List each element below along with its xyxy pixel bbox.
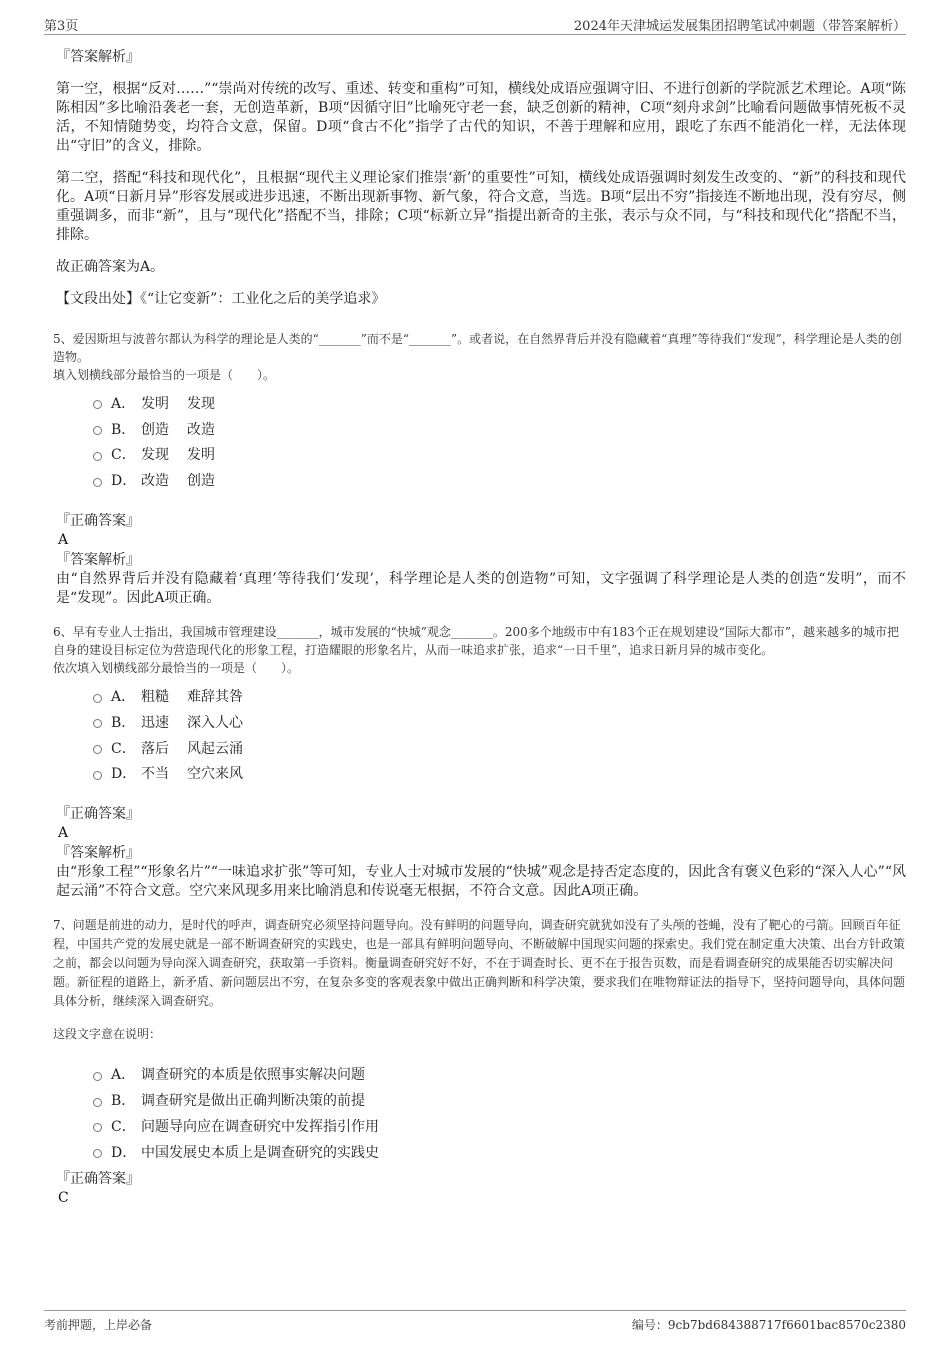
question-6-prompt: 依次填入划横线部分最恰当的一项是（ ）。 [53, 661, 300, 676]
analysis-label-q4: 『答案解析』 [56, 49, 140, 65]
option-d[interactable]: D． 中国发展史本质上是调查研究的实践史 [93, 1139, 906, 1165]
correct-answer-label-q7: 『正确答案』 [56, 1170, 140, 1187]
question-7-prompt: 这段文字意在说明： [53, 1027, 162, 1042]
question-5-stem: 5、爱因斯坦与波普尔都认为科学的理论是人类的“_______”而不是“_______”。或者说，在自然界背后并没有隐藏着“真理”等待我们“发现”，科学理论是人类的创造物。 [53, 332, 902, 364]
correct-answer-q7: C [58, 1189, 69, 1206]
question-6-options [93, 683, 906, 786]
page-number: 第3页 [44, 19, 79, 34]
analysis-paragraph-1: 第一空，根据“反对……”“崇尚对传统的改写、重述、转变和重构”可知，横线处成语应强调守旧、不进行创新的学院派艺术理论。A项“陈陈相因”多比喻沿袭老一套，无创造革新，B项“因循守旧”比喻死守老一套，缺乏创新的精神，C项“刻舟求剑”比喻看问题做事情死板不灵活，不知情随势变，均符合文意，保留。D项“食古不化”指学了古代的知识，不善于理解和应用，跟吃了东西不能消化一样，无法体现出“守旧”的含义，排除。 [56, 81, 906, 154]
radio-icon[interactable] [93, 426, 102, 435]
option-a[interactable]: A． 调查研究的本质是依照事实解决问题 [93, 1061, 906, 1087]
question-5-prompt: 填入划横线部分最恰当的一项是（ ）。 [53, 368, 276, 382]
radio-icon[interactable] [93, 1098, 102, 1107]
option-b[interactable]: B． 迅速 深入人心 [93, 709, 906, 735]
analysis-label-q6: 『答案解析』 [56, 845, 140, 862]
radio-icon[interactable] [93, 719, 102, 728]
question-6-stem: 6、早有专业人士指出，我国城市管理建设_______，城市发展的“快城”观念_______。200多个地级市中有183个正在规划建设“国际大都市”，越来越多的城市把自身的建设目标定位为营造现代化的形象工程，打造耀眼的形象名片，从而一味追求扩张，追求“一日千里”，追求日新月异的城市变化。 [53, 625, 899, 658]
correct-answer-q5: A [58, 532, 69, 549]
document-title: 2024年天津城运发展集团招聘笔试冲刺题（带答案解析） [573, 19, 906, 34]
radio-icon[interactable] [93, 400, 102, 409]
option-c[interactable]: C． 落后 风起云涌 [93, 735, 906, 761]
correct-answer-label-q6: 『正确答案』 [56, 806, 140, 823]
option-d[interactable]: D． 不当 空穴来风 [93, 761, 906, 787]
correct-answer-label-q5: 『正确答案』 [56, 513, 140, 530]
analysis-label-q5: 『答案解析』 [56, 552, 140, 569]
radio-icon[interactable] [93, 1072, 102, 1081]
footer-slogan: 考前押题，上岸必备 [44, 1318, 153, 1332]
page-content [53, 44, 906, 1207]
question-7 [53, 916, 906, 1164]
page-footer [44, 1310, 906, 1335]
analysis-q6: 由“形象工程”“形象名片”“一味追求扩张”等可知，专业人士对城市发展的“快城”观念是持否定态度的，因此含有褒义色彩的“深入人心”“风起云涌”不符合文意。空穴来风现多用来比喻消息和传说毫无根据，不符合文意。因此A项正确。 [56, 864, 906, 900]
radio-icon[interactable] [93, 694, 102, 703]
radio-icon[interactable] [93, 478, 102, 487]
correct-answer-q6: A [58, 825, 69, 842]
question-5 [53, 330, 906, 493]
option-c[interactable]: C． 发现 发明 [93, 442, 906, 468]
question-6 [53, 623, 906, 786]
option-b[interactable]: B． 创造 改造 [93, 416, 906, 442]
page-header [44, 12, 906, 35]
radio-icon[interactable] [93, 771, 102, 780]
option-a[interactable]: A． 粗糙 难辞其咎 [93, 683, 906, 709]
document-code: 编号：9cb7bd684388717f6601bac8570c2380 [631, 1318, 906, 1332]
radio-icon[interactable] [93, 1149, 102, 1158]
analysis-conclusion: 故正确答案为A。 [56, 259, 165, 275]
option-a[interactable]: A． 发明 发现 [93, 390, 906, 416]
radio-icon[interactable] [93, 452, 102, 461]
option-d[interactable]: D． 改造 创造 [93, 467, 906, 493]
question-5-options [93, 390, 906, 493]
radio-icon[interactable] [93, 745, 102, 754]
source-note: 【文段出处】《“让它变新”：工业化之后的美学追求》 [56, 291, 386, 307]
question-7-stem: 7、问题是前进的动力，是时代的呼声，调查研究必须坚持问题导向。没有鲜明的问题导向，调查研究就犹如没有了头颅的苍蝇，没有了靶心的弓箭。回顾百年征程，中国共产党的发展史就是一部不断调查研究的实践史，也是一部具有鲜明问题导向、不断破解中国现实问题的探索史。我们党在制定重大决策、出台方针政策之前，都会以问题为导向深入调查研究，获取第一手资料。衡量调查研究好不好，不在于调查时长、更不在于报告页数，而是看调查研究的成果能否切实解决问题。新征程的道路上，新矛盾、新问题层出不穷，在复杂多变的客观表象中做出正确判断和科学决策，要求我们在唯物辩证法的指导下，坚持问题导向，具体问题具体分析，继续深入调查研究。 [53, 918, 906, 1009]
radio-icon[interactable] [93, 1123, 102, 1132]
analysis-q5: 由“自然界背后并没有隐藏着‘真理’等待我们‘发现’，科学理论是人类的创造物”可知，文字强调了科学理论是人类的创造“发明”，而不是“发现”。因此A项正确。 [56, 571, 906, 607]
question-7-options [93, 1061, 906, 1164]
option-b[interactable]: B． 调查研究是做出正确判断决策的前提 [93, 1087, 906, 1113]
option-c[interactable]: C． 问题导向应在调查研究中发挥指引作用 [93, 1113, 906, 1139]
analysis-paragraph-2: 第二空，搭配“科技和现代化”，且根据“现代主义理论家们推崇‘新’的重要性”可知，横线处成语强调时刻发生改变的、“新”的科技和现代化。A项“日新月异”形容发展或进步迅速，不断出现新事物、新气象，符合文意，当选。B项“层出不穷”指接连不断地出现，没有穷尽，侧重强调多，而非“新”，且与“现代化”搭配不当，排除；C项“标新立异”指提出新奇的主张，表示与众不同，与“科技和现代化”搭配不当，排除。 [56, 170, 906, 243]
